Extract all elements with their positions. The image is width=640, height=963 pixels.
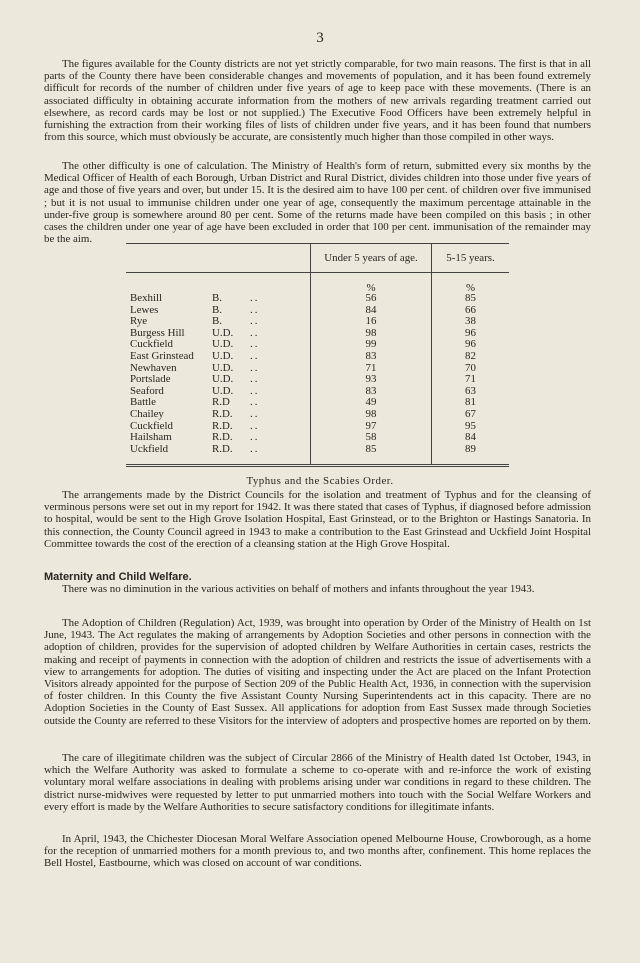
percent-row — [126, 273, 509, 294]
percent-symbol: % — [311, 273, 432, 294]
header-5-15: 5-15 years. — [432, 244, 510, 273]
district-name: Hailsham — [130, 431, 172, 444]
table-row — [126, 328, 509, 340]
page-number: 3 — [316, 30, 324, 46]
table-row — [126, 444, 509, 466]
district-type: R.D. — [212, 431, 233, 444]
district-type: R.D. — [212, 407, 233, 420]
district-name: Burgess Hill — [130, 326, 185, 339]
district-name: Portslade — [130, 373, 171, 386]
district-type: U.D. — [212, 349, 234, 362]
under-5-value: 56 — [311, 293, 432, 305]
table-row — [126, 397, 509, 409]
table-row — [126, 409, 509, 421]
leader-dots: .. — [250, 419, 260, 432]
district-cell — [126, 351, 311, 363]
district-name: Chailey — [130, 407, 164, 420]
leader-dots: .. — [250, 315, 260, 328]
district-name: Battle — [130, 396, 157, 409]
district-cell — [126, 374, 311, 386]
leader-dots: .. — [250, 442, 260, 455]
district-name: Uckfield — [130, 442, 169, 455]
header-district-blank — [126, 244, 311, 273]
table-row — [126, 351, 509, 363]
district-name: East Grinstead — [130, 349, 194, 362]
age-5-15-value: 82 — [432, 351, 510, 363]
leader-dots: .. — [250, 303, 260, 316]
paragraph-illegitimate-children: The care of illegitimate children was the subject of Circular 2866 of the Ministry of Health dated 1st October, 1943, in which the Welfare Authority was asked to formulate a scheme to co-operate with and re-inforce the work of existing voluntary moral welfare associations in dealing with problems arising under war conditions in regard to these children. The district nurse-midwives were requested by letter to put unmarried mothers into touch with the Social Welfare Workers and every effort is made by the Welfare Authorities to secure satisfactory conditions for illegitimate infants. — [44, 752, 591, 813]
paragraph-melbourne-house: In April, 1943, the Chichester Diocesan Moral Welfare Association opened Melbourne House, Crowborough, as a home for the reception of unmarried mothers for a month previous to, and two months after, confinement. This home replaces the Bell Hostel, Eastbourne, which was closed on account of war conditions. — [44, 833, 591, 870]
leader-dots: .. — [250, 349, 260, 362]
age-5-15-value: 89 — [432, 444, 510, 466]
under-5-value: 98 — [311, 328, 432, 340]
leader-dots: .. — [250, 338, 260, 351]
under-5-value: 93 — [311, 374, 432, 386]
district-cell — [126, 409, 311, 421]
leader-dots: .. — [250, 396, 260, 409]
age-5-15-value: 70 — [432, 363, 510, 375]
district-cell — [126, 293, 311, 305]
paragraph-typhus: The arrangements made by the District Councils for the isolation and treatment of Typhus and for the cleansing of verminous persons were set out in my report for 1942. It was there stated that cases of Typhus, if diagnosed before admission to hospital, would be sent to the High Grove Isolation Hospital, East Grinstead, or to the Brighton or Hastings Sanatoria. In this connection, the County Council agreed in 1943 to make a contribution to the East Grinstead and Uckfield Joint Hospital Committee towards the cost of the erection of a cleansing station at the High Grove Hospital. — [44, 489, 591, 550]
leader-dots: .. — [250, 326, 260, 339]
district-name: Cuckfield — [130, 419, 173, 432]
leader-dots: .. — [250, 361, 260, 374]
district-name: Cuckfield — [130, 338, 173, 351]
table-row — [126, 305, 509, 317]
district-type: U.D. — [212, 361, 234, 374]
district-type: B. — [212, 292, 222, 304]
age-5-15-value: 66 — [432, 305, 510, 317]
paragraph-activities: There was no diminution in the various activities on behalf of mothers and infants throughout the year 1943. — [62, 583, 535, 595]
under-5-value: 16 — [311, 316, 432, 328]
table-body — [126, 273, 509, 466]
district-name: Rye — [130, 315, 148, 328]
district-type: R.D. — [212, 419, 233, 432]
district-type: B. — [212, 303, 222, 316]
district-type: U.D. — [212, 326, 234, 339]
age-5-15-value: 96 — [432, 339, 510, 351]
leader-dots: .. — [250, 373, 260, 386]
age-5-15-value: 71 — [432, 374, 510, 386]
age-5-15-value: 67 — [432, 409, 510, 421]
leader-dots: .. — [250, 384, 260, 397]
under-5-value: 83 — [311, 351, 432, 363]
table-row — [126, 374, 509, 386]
age-5-15-value: 38 — [432, 316, 510, 328]
under-5-value: 98 — [311, 409, 432, 421]
table-row — [126, 432, 509, 444]
district-cell — [126, 444, 311, 466]
maternity-heading: Maternity and Child Welfare. — [44, 571, 192, 583]
district-type: U.D. — [212, 373, 234, 386]
table-header-row — [126, 244, 509, 273]
under-5-value: 84 — [311, 305, 432, 317]
district-cell — [126, 432, 311, 444]
age-5-15-value: 81 — [432, 397, 510, 409]
age-5-15-value: 84 — [432, 432, 510, 444]
paragraph-calculation: The other difficulty is one of calculation. The Ministry of Health's form of return, submitted every six months by the Medical Officer of Health of each Borough, Urban District and Rural District, divides children into those under five years of age and those of five years and over, but under 15. It is the desired aim to have 100 per cent. of children over five immunised ; but it is not usual to immunise children under one year of age, consequently the maximum percentage attainable in the under-five group is somewhere around 80 per cent. Some of the returns made have been compiled on this basis ; in other cases the children under one year of age have been excluded in order that 100 per cent. immunisation of the remainder may be the aim. — [44, 160, 591, 246]
header-under-5: Under 5 years of age. — [311, 244, 432, 273]
table-row — [126, 363, 509, 375]
immunisation-table — [126, 243, 509, 467]
under-5-value: 83 — [311, 386, 432, 398]
under-5-value: 85 — [311, 444, 432, 466]
table-row — [126, 386, 509, 398]
percent-symbol: % — [432, 273, 510, 294]
district-type: R.D. — [212, 442, 233, 455]
district-type: B. — [212, 315, 222, 328]
district-type: U.D. — [212, 384, 234, 397]
district-name: Bexhill — [130, 292, 163, 304]
district-name: Lewes — [130, 303, 159, 316]
district-type: R.D — [212, 396, 230, 409]
under-5-value: 99 — [311, 339, 432, 351]
age-5-15-value: 96 — [432, 328, 510, 340]
district-type: U.D. — [212, 338, 234, 351]
table-row — [126, 293, 509, 305]
typhus-heading: Typhus and the Scabies Order. — [246, 475, 394, 487]
leader-dots: .. — [250, 407, 260, 420]
paragraph-adoption-act: The Adoption of Children (Regulation) Act, 1939, was brought into operation by Order of the Ministry of Health on 1st June, 1943. The Act regulates the making of arrangements by Adoption Societies and other persons in connection with the adoption of children, provides for the supervision of adopted children by Welfare Authorities in certain cases, restricts the making and receipt of payments in connection with the adoption of children and restricts the issue of advertisements with a view to arrangements for adoption. The duties of visiting and inspecting under the Act are placed on the Infant Protection Visitors already appointed for the purpose of Section 209 of the Public Health Act, 1936, in connection with the supervision of foster children. In this County the five Assistant County Nursing Superintendents act in this capacity. There are no Adoption Societies in the County of East Sussex. All applications for adoption from East Sussex made through Societies outside the County are referred to these Visitors for the interview of adopters and prospective homes are reported on by them. — [44, 617, 591, 727]
age-5-15-value: 85 — [432, 293, 510, 305]
district-name: Newhaven — [130, 361, 177, 374]
table-row — [126, 421, 509, 433]
age-5-15-value: 95 — [432, 421, 510, 433]
district-name: Seaford — [130, 384, 164, 397]
under-5-value: 97 — [311, 421, 432, 433]
leader-dots: .. — [250, 431, 260, 444]
under-5-value: 58 — [311, 432, 432, 444]
leader-dots: .. — [250, 292, 260, 304]
age-5-15-value: 63 — [432, 386, 510, 398]
paragraph-comparability: The figures available for the County districts are not yet strictly comparable, for two main reasons. The first is that in all parts of the County there have been considerable changes and movements of population, and it has been found extremely difficult for records of the number of children under five years of age to keep pace with these movements. (There is an associated difficulty in obtaining accurate information from the mothers of new arrivals regarding treatment carried out elsewhere, as record cards may be lost or not supplied.) The Executive Food Officers have been extremely helpful in furnishing the extraction from their working files of lists of children under five years, and it has been found that numbers from this source, which must obviously be accurate, are consistently much higher than those compiled in other ways. — [44, 58, 591, 144]
under-5-value: 49 — [311, 397, 432, 409]
under-5-value: 71 — [311, 363, 432, 375]
